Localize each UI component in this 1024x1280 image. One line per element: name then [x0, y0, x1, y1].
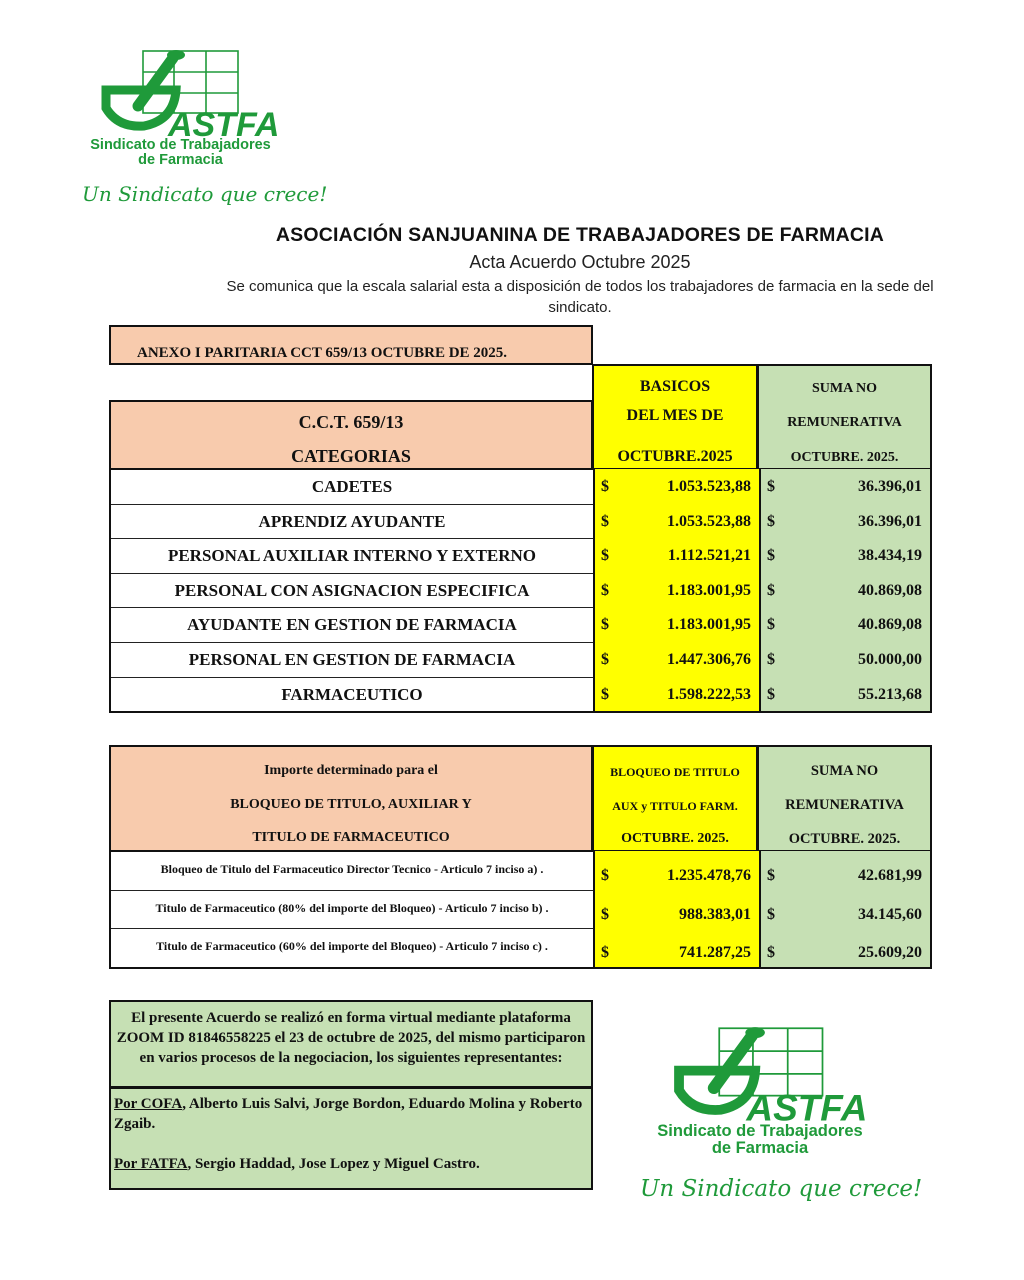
table-row — [111, 607, 930, 643]
suma-header-2 — [757, 745, 932, 852]
header-line: BLOQUEO DE TITULO, AUXILIAR Y — [230, 797, 472, 812]
header-line: SUMA NO — [810, 763, 879, 779]
logo-subtitle-1: Sindicato de Trabajadores — [90, 137, 271, 153]
cofa-representatives: Por COFA, Alberto Luis Salvi, Jorge Bordon, Eduardo Molina y Roberto Zgaib. — [114, 1096, 583, 1132]
table-row — [111, 573, 930, 609]
categories-label: CATEGORIAS — [291, 446, 411, 466]
suma-cell: $ 50.000,00 — [759, 642, 930, 677]
suma-cell: $ 40.869,08 — [759, 607, 930, 642]
page-title: ASOCIACIÓN SANJUANINA DE TRABAJADORES DE FARMACIA — [275, 224, 885, 246]
header-line: Importe determinado para el — [264, 763, 438, 778]
suma-cell: $ 36.396,01 — [759, 469, 930, 504]
table-row — [111, 504, 930, 540]
astfa-logo-bottom — [640, 1025, 923, 1202]
suma-cell: $ 34.145,60 — [759, 890, 930, 929]
basicos-header — [592, 364, 758, 470]
basico-cell: $ 1.183.001,95 — [593, 573, 759, 608]
basico-cell: $ 1.053.523,88 — [593, 469, 759, 504]
logo-slogan: Un Sindicato que crece! — [640, 1175, 923, 1202]
basico-cell: $ 1.053.523,88 — [593, 504, 759, 539]
header-line: BLOQUEO DE TITULO — [610, 765, 740, 779]
header-line: SUMA NO — [812, 381, 877, 396]
bloqueo-cell: $ 1.235.478,76 — [593, 851, 759, 890]
concept: Titulo de Farmaceutico (80% del importe del Bloqueo) - Articulo 7 inciso b) . — [155, 900, 549, 915]
header-line: OCTUBRE.2025 — [617, 448, 733, 465]
table-row — [111, 677, 930, 712]
suma-cell: $ 25.609,20 — [759, 928, 930, 967]
suma-cell: $ 38.434,19 — [759, 538, 930, 573]
header-line: REMUNERATIVA — [787, 415, 902, 430]
header-line: OCTUBRE. 2025. — [790, 450, 899, 465]
page-description: Se comunica que la escala salarial esta a disposición de todos los trabajadores de farmacia en la sede del sindicato. — [226, 278, 934, 316]
category: FARMACEUTICO — [281, 684, 423, 704]
bloqueo-cell: $ 988.383,01 — [593, 890, 759, 929]
suma-cell: $ 42.681,99 — [759, 851, 930, 890]
page-subtitle: Acta Acuerdo Octubre 2025 — [469, 252, 691, 272]
category: PERSONAL EN GESTION DE FARMACIA — [188, 650, 516, 669]
category: CADETES — [311, 477, 393, 496]
basico-cell: $ 1.183.001,95 — [593, 607, 759, 642]
mortar-pestle-icon — [640, 1025, 880, 1125]
bloqueo-concept-header — [109, 745, 593, 852]
header-line: BASICOS — [639, 378, 711, 395]
salary-table — [109, 469, 932, 713]
header-line: REMUNERATIVA — [785, 797, 904, 813]
cct-label: C.C.T. 659/13 — [298, 412, 404, 432]
category: AYUDANTE EN GESTION DE FARMACIA — [187, 615, 517, 635]
header-line: DEL MES DE — [626, 407, 724, 424]
agreement-note: El presente Acuerdo se realizó en forma virtual mediante plataforma ZOOM ID 81846558225 el 23 de octubre de 2025, del mismo participaron en varios procesos de la negociacion, los siguientes representantes: — [109, 1000, 593, 1088]
annex-title: ANEXO I PARITARIA CCT 659/13 OCTUBRE DE 2025. — [109, 325, 593, 365]
bloqueo-header — [592, 745, 758, 852]
category: APRENDIZ AYUDANTE — [258, 511, 446, 531]
basico-cell: $ 1.447.306,76 — [593, 642, 759, 677]
table-row — [111, 890, 930, 930]
concept: Titulo de Farmaceutico (60% del importe del Bloqueo) - Articulo 7 inciso c) . — [156, 939, 548, 954]
mortar-pestle-icon — [78, 48, 283, 140]
basico-cell: $ 1.112.521,21 — [593, 538, 759, 573]
suma-cell: $ 36.396,01 — [759, 504, 930, 539]
suma-header — [757, 364, 932, 470]
svg-text:ASTFA: ASTFA — [168, 106, 280, 140]
categories-header — [109, 400, 593, 470]
basico-cell: $ 1.598.222,53 — [593, 677, 759, 712]
table-row — [111, 469, 930, 505]
fatfa-representatives: Por FATFA, Sergio Haddad, Jose Lopez y Miguel Castro. — [114, 1156, 480, 1172]
category: PERSONAL CON ASIGNACION ESPECIFICA — [174, 580, 530, 600]
svg-text:ASTFA: ASTFA — [746, 1087, 868, 1125]
header-line: TITULO DE FARMACEUTICO — [252, 830, 450, 845]
concept: Bloqueo de Titulo del Farmaceutico Director Tecnico - Articulo 7 inciso a) . — [160, 862, 544, 876]
representatives — [109, 1087, 593, 1190]
category: PERSONAL AUXILIAR INTERNO Y EXTERNO — [167, 546, 537, 566]
table-row — [111, 851, 930, 891]
bloqueo-table — [109, 851, 932, 969]
header-line: AUX y TITULO FARM. — [612, 799, 738, 813]
suma-cell: $ 40.869,08 — [759, 573, 930, 608]
table-row — [111, 538, 930, 574]
logo-subtitle-2: de Farmacia — [138, 152, 223, 169]
header-line: OCTUBRE. 2025. — [621, 831, 729, 846]
logo-subtitle-1: Sindicato de Trabajadores — [657, 1122, 863, 1140]
astfa-logo-top — [78, 48, 328, 207]
logo-slogan: Un Sindicato que crece! — [82, 182, 328, 207]
suma-cell: $ 55.213,68 — [759, 677, 930, 712]
bloqueo-cell: $ 741.287,25 — [593, 928, 759, 967]
header-line: OCTUBRE. 2025. — [788, 831, 901, 847]
logo-subtitle-2: de Farmacia — [711, 1139, 809, 1158]
table-row — [111, 928, 930, 967]
table-row — [111, 642, 930, 678]
